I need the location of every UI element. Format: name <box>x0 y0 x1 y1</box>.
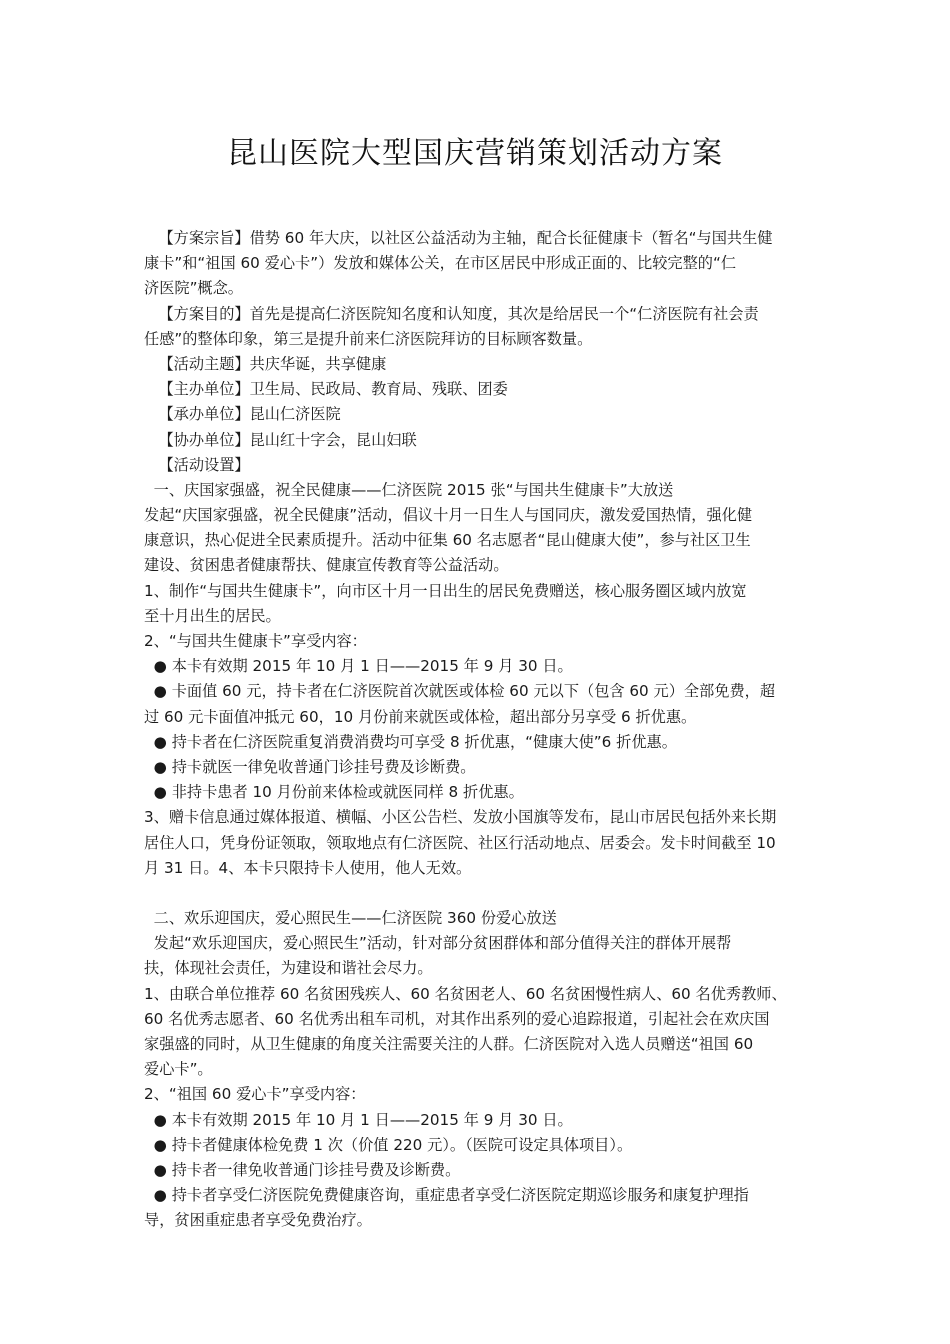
document-body <box>144 226 812 1234</box>
text-line: 康意识，热心促进全民素质提升。活动中征集 60 名志愿者“昆山健康大使”，参与社区卫生 <box>144 531 751 550</box>
text-line: 济医院”概念。 <box>144 279 243 298</box>
text-line: 一、庆国家强盛，祝全民健康——仁济医院 2015 张“与国共生健康卡”大放送 <box>144 480 674 499</box>
text-line: 2、“祖国 60 爱心卡”享受内容： <box>144 1085 366 1104</box>
text-line: 建设、贫困患者健康帮扶、健康宣传教育等公益活动。 <box>144 556 509 575</box>
text-line: ● 卡面值 60 元，持卡者在仁济医院首次就医或体检 60 元以下（包含 60 元）全部免费，超 <box>144 682 776 701</box>
text-line: 【承办单位】昆山仁济医院 <box>144 405 341 424</box>
text-line: 【活动设置】 <box>144 455 250 474</box>
text-line: 发起“欢乐迎国庆，爱心照民生”活动，针对部分贫困群体和部分值得关注的群体开展帮 <box>144 934 732 953</box>
paragraph-gap <box>144 881 812 906</box>
text-line: ● 持卡者一律免收普通门诊挂号费及诊断费。 <box>144 1160 461 1179</box>
text-line: 过 60 元卡面值冲抵元 60，10 月份前来就医或体检，超出部分另享受 6 折优惠。 <box>144 707 697 726</box>
text-line: 至十月出生的居民。 <box>144 606 281 625</box>
text-line: 60 名优秀志愿者、60 名优秀出租车司机，对其作出系列的爱心追踪报道，引起社会在欢庆国 <box>144 1009 770 1028</box>
text-line: ● 持卡者健康体检免费 1 次（价值 220 元）。（医院可设定具体项目）。 <box>144 1135 633 1154</box>
text-line: ● 持卡就医一律免收普通门诊挂号费及诊断费。 <box>144 757 476 776</box>
text-line: 【协办单位】昆山红十字会，昆山妇联 <box>144 430 417 449</box>
text-line: ● 非持卡患者 10 月份前来体检或就医同样 8 折优惠。 <box>144 783 524 802</box>
text-line: 【方案目的】首先是提高仁济医院知名度和认知度，其次是给居民一个“仁济医院有社会责 <box>144 304 759 323</box>
text-line: 2、“与国共生健康卡”享受内容： <box>144 632 367 650</box>
text-line: 导，贫困重症患者享受免费治疗。 <box>144 1211 372 1230</box>
text-line: 1、制作“与国共生健康卡”，向市区十月一日出生的居民免费赠送，核心服务圈区域内放宽 <box>144 581 747 600</box>
text-line: 【活动主题】共庆华诞，共享健康 <box>144 354 387 373</box>
text-line: 二、欢乐迎国庆，爱心照民生——仁济医院 360 份爱心放送 <box>144 909 557 928</box>
text-line: 扶，体现社会责任，为建设和谐社会尽力。 <box>144 959 433 978</box>
text-line: 爱心卡”。 <box>144 1060 213 1079</box>
text-line: ● 本卡有效期 2015 年 10 月 1 日——2015 年 9 月 30 日。 <box>144 1110 573 1129</box>
text-line: 居住人口，凭身份证领取，领取地点有仁济医院、社区行活动地点、居委会。发卡时间截至 10 <box>144 833 776 852</box>
text-line: 1、由联合单位推荐 60 名贫困残疾人、60 名贫困老人、60 名贫困慢性病人、60 名优秀教师、 <box>144 984 787 1003</box>
document-title: 昆山医院大型国庆营销策划活动方案 <box>227 136 723 171</box>
text-line: 【主办单位】卫生局、民政局、教育局、残联、团委 <box>144 380 508 399</box>
text-line: 3、赠卡信息通过媒体报道、横幅、小区公告栏、发放小国旗等发布，昆山市居民包括外来长期 <box>144 808 777 827</box>
text-line: ● 本卡有效期 2015 年 10 月 1 日——2015 年 9 月 30 日。 <box>144 657 573 676</box>
text-line: 家强盛的同时，从卫生健康的角度关注需要关注的人群。仁济医院对入选人员赠送“祖国 60 <box>144 1035 754 1053</box>
text-line: 发起“庆国家强盛，祝全民健康”活动，倡议十月一日生人与国同庆，激发爱国热情，强化健 <box>144 506 753 525</box>
text-line: ● 持卡者享受仁济医院免费健康咨询，重症患者享受仁济医院定期巡诊服务和康复护理指 <box>144 1186 749 1205</box>
text-line: ● 持卡者在仁济医院重复消费消费均可享受 8 折优惠，“健康大使”6 折优惠。 <box>144 732 677 751</box>
text-line: 【方案宗旨】借势 60 年大庆，以社区公益活动为主轴，配合长征健康卡（暂名“与国共生健 <box>144 229 773 247</box>
text-line: 康卡”和“祖国 60 爱心卡”）发放和媒体公关，在市区居民中形成正面的、比较完整的“仁 <box>144 254 737 273</box>
text-line: 任感”的整体印象，第三是提升前来仁济医院拜访的目标顾客数量。 <box>144 329 593 348</box>
text-line: 月 31 日。4、本卡只限持卡人使用，他人无效。 <box>144 858 472 877</box>
